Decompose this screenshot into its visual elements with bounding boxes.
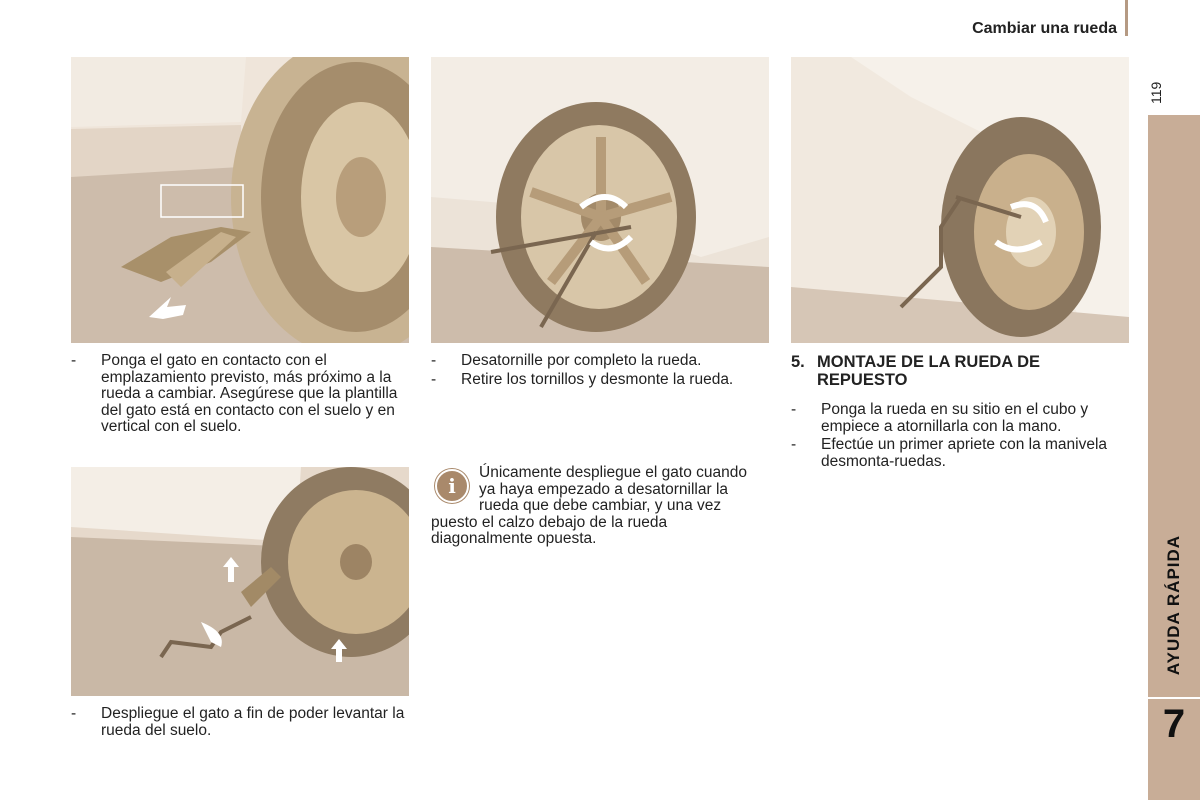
list-item [71, 706, 406, 739]
bullet-dash: - [71, 705, 77, 722]
page-number [1146, 82, 1166, 110]
list-item [431, 372, 766, 389]
bullet-dash: - [71, 352, 77, 369]
bullet-text: Despliegue el gato a fin de poder levantar la rueda del suelo. [101, 705, 405, 739]
info-icon: i [435, 469, 469, 503]
bullet-text: Efectúe un primer apriete con la manivela desmonta-ruedas. [821, 436, 1108, 470]
column1-instructions-top [71, 353, 406, 438]
info-note-text: Únicamente despliegue el gato cuando ya haya empezado a desatornillar la rueda que debe cambiar, y una vez puesto el calzo debajo de la rueda diagonalmente opuesta. [431, 464, 747, 547]
chapter-label-text: AYUDA RÁPIDA [1164, 534, 1183, 676]
side-divider [1148, 697, 1200, 699]
bullet-text: Desatornille por completo la rueda. [461, 352, 702, 369]
column3-instructions [791, 402, 1131, 472]
mount-spare-illustration [791, 57, 1129, 343]
unscrew-wheel-illustration [431, 57, 769, 343]
jack-position-illustration [71, 57, 409, 343]
section-title: MONTAJE DE LA RUEDA DE REPUESTO [817, 353, 1041, 389]
figure-mount-spare [791, 57, 1129, 343]
header-title: Cambiar una rueda [972, 20, 1117, 37]
chapter-label [1148, 520, 1200, 690]
list-item [431, 353, 766, 370]
bullet-text: Retire los tornillos y desmonte la rueda. [461, 370, 734, 388]
chapter-number: 7 [1162, 702, 1186, 746]
bullet-text: Ponga el gato en contacto con el emplazamiento previsto, más próximo a la rueda a cambiar. Asegúrese que la plantilla del gato está en contacto con el suelo y en vertical con el suelo. [101, 352, 398, 435]
info-note [431, 465, 751, 548]
section-number: 5. [791, 353, 805, 371]
bullet-dash: - [791, 436, 797, 453]
figure-deploy-jack [71, 467, 409, 696]
list-item [791, 437, 1131, 470]
header-rule [1125, 0, 1128, 36]
section-heading [791, 353, 1131, 389]
column2-instructions [431, 353, 766, 390]
deploy-jack-illustration [71, 467, 409, 696]
list-item [791, 402, 1131, 435]
column1-instructions-bottom [71, 706, 406, 741]
bullet-dash: - [431, 352, 437, 369]
figure-unscrew-wheel [431, 57, 769, 343]
page-number-text: 119 [1148, 81, 1164, 104]
bullet-text: Ponga la rueda en su sitio en el cubo y empiece a atornillarla con la mano. [821, 401, 1089, 435]
figure-jack-position [71, 57, 409, 343]
list-item [71, 353, 406, 436]
bullet-dash: - [431, 370, 437, 388]
bullet-dash: - [791, 401, 797, 418]
